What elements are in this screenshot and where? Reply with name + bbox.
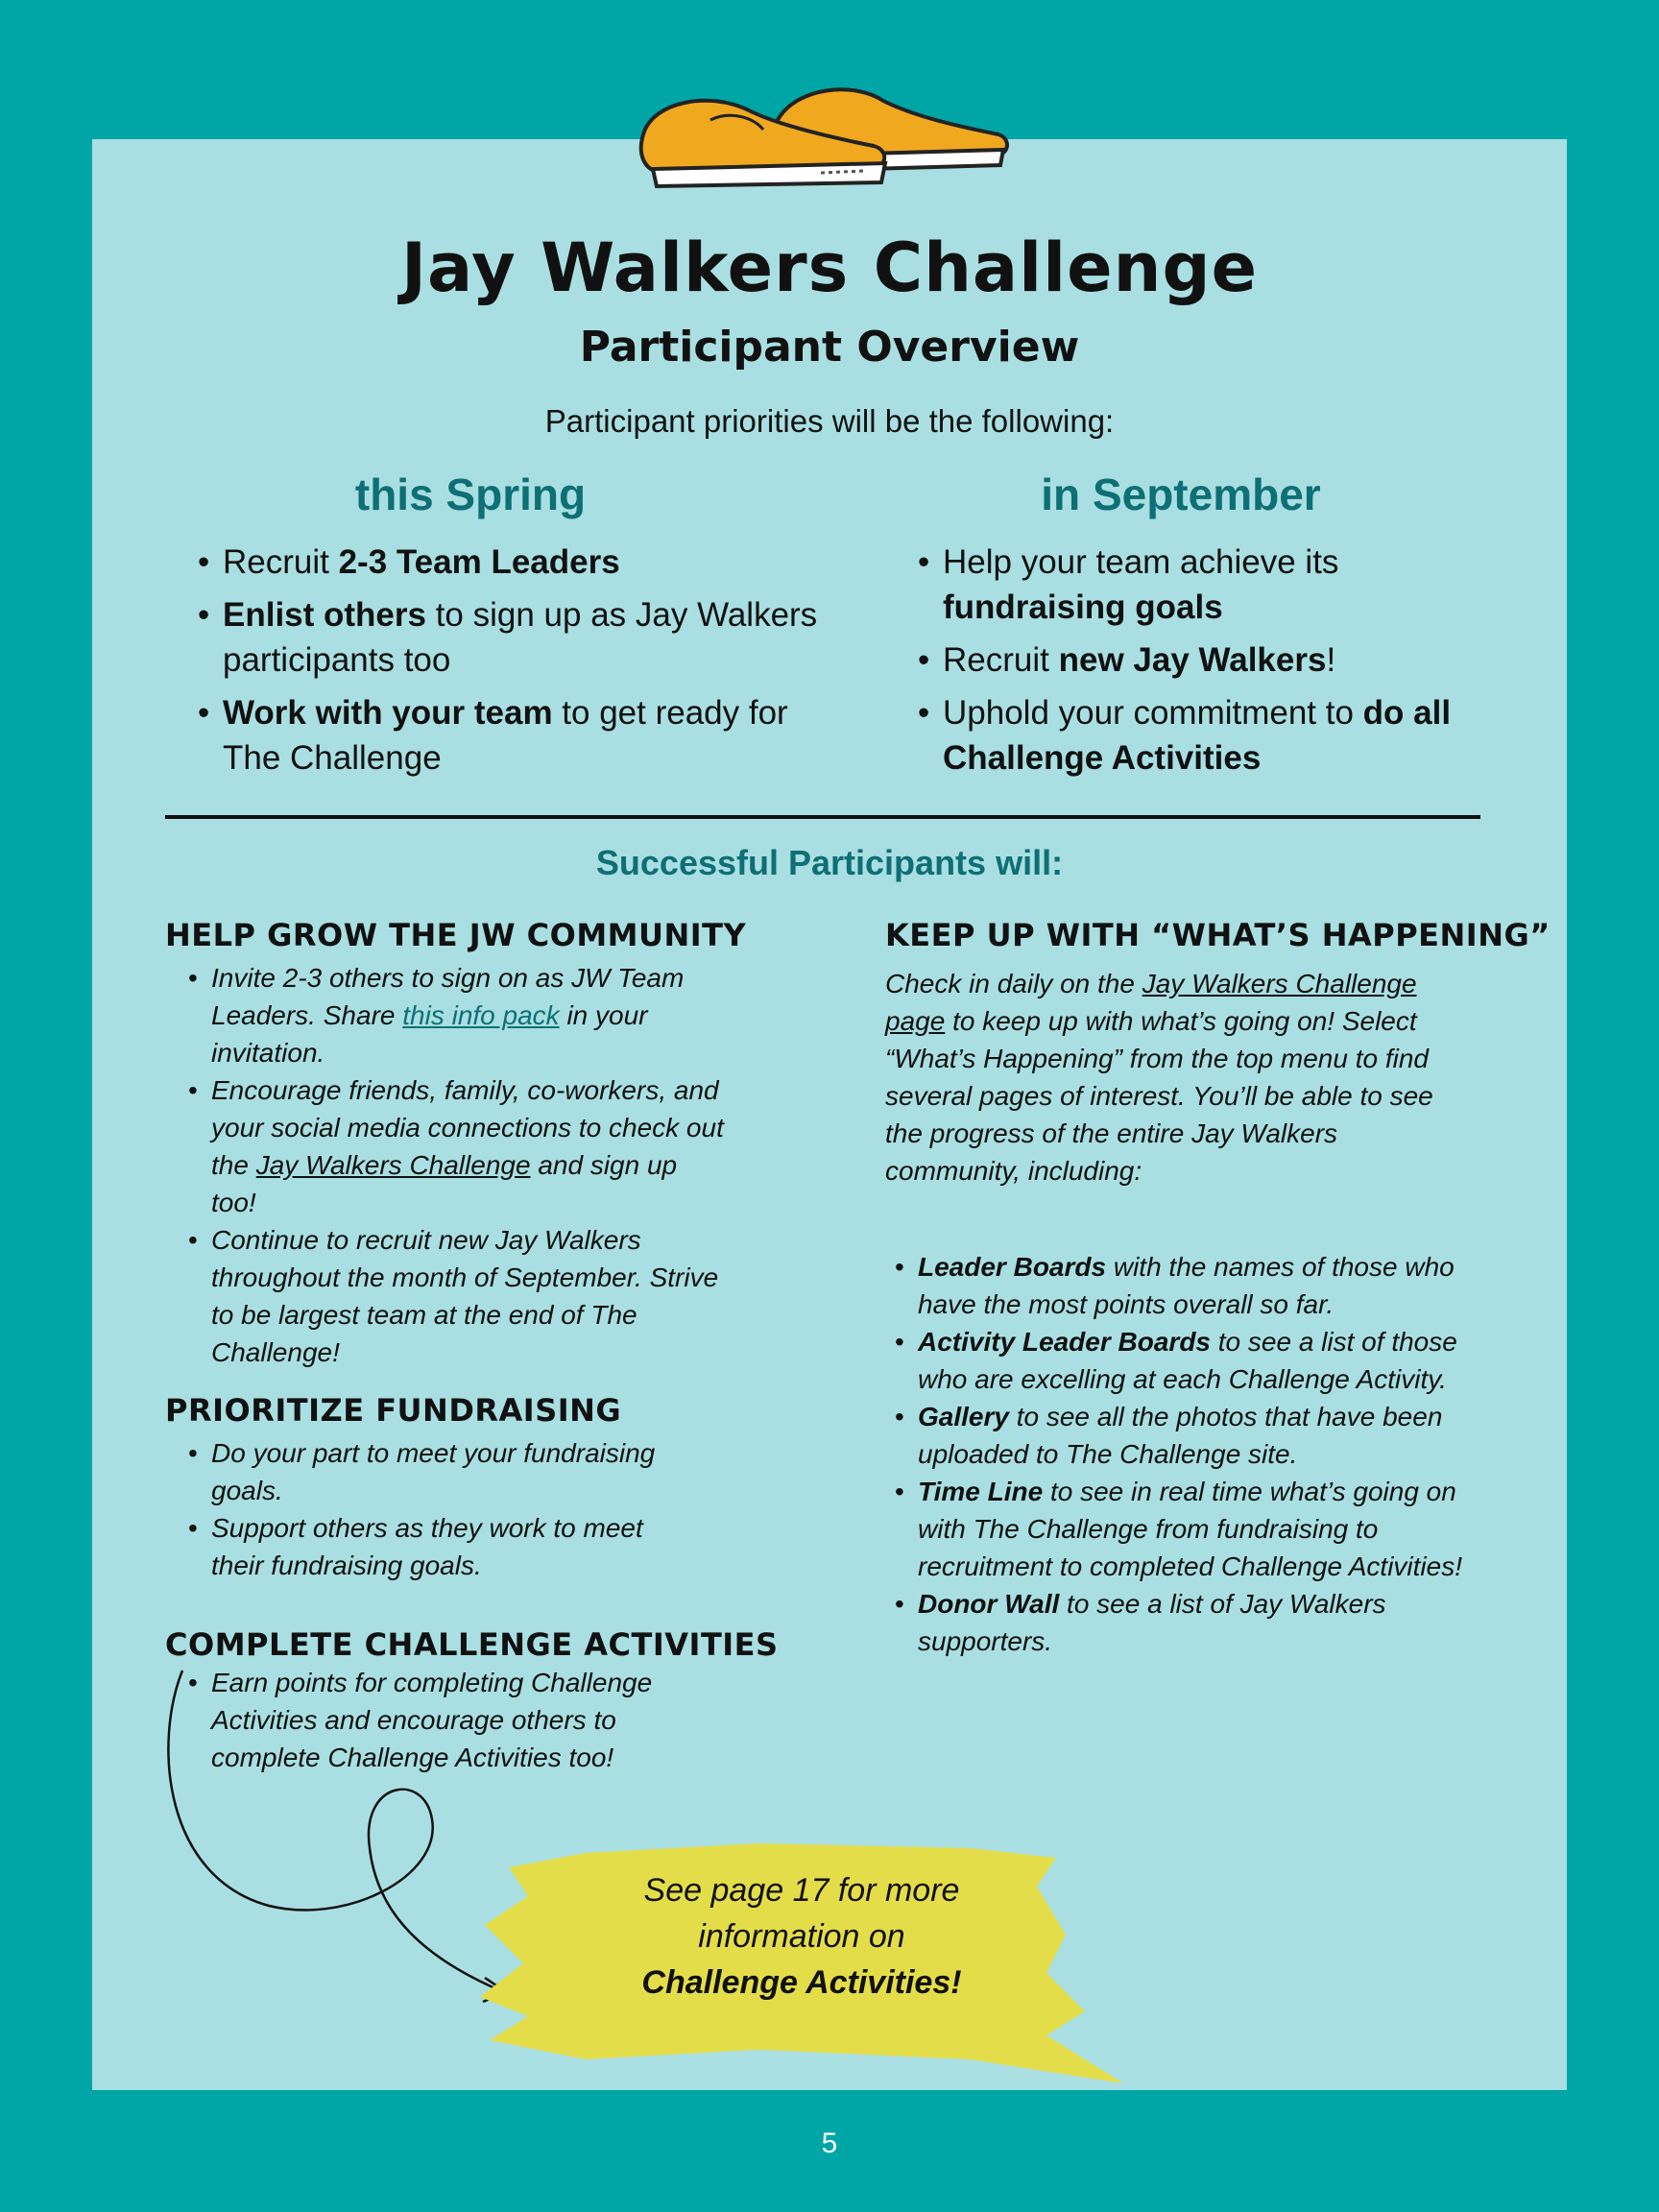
page-number: 5 [821, 2128, 838, 2159]
spring-list [192, 540, 826, 788]
list-item: • Help your team achieve its fundraising goals [912, 540, 1488, 630]
happening-list [887, 1248, 1482, 1660]
list-item: • Recruit 2-3 Team Leaders [192, 540, 826, 585]
intro-text: Participant priorities will be the following: [544, 403, 1115, 439]
fundraising-list [180, 1434, 661, 1584]
list-item: • Enlist others to sign up as Jay Walkers participants too [192, 592, 826, 683]
list-item: • Continue to recruit new Jay Walkers throughout the month of September. Strive to be largest team at the end of The Challenge! [180, 1221, 728, 1371]
info-pack-link[interactable]: this info pack [402, 1000, 560, 1030]
list-item: • Uphold your commitment to do all Challenge Activities [912, 690, 1488, 781]
list-item: • Encourage friends, family, co-workers, and your social media connections to check out the Jay Walkers Challenge and sign up too! [180, 1071, 728, 1221]
fundraising-heading: PRIORITIZE FUNDRAISING [165, 1392, 622, 1429]
list-item: • Recruit new Jay Walkers! [912, 637, 1488, 683]
callout-text: See page 17 for more information on Challenge Activities! [641, 1872, 962, 2001]
list-item: • Leader Boards with the names of those who have the most points overall so far. [887, 1248, 1482, 1323]
list-item: • Do your part to meet your fundraising goals. [180, 1434, 661, 1509]
page-title: Jay Walkers Challenge [400, 228, 1259, 307]
list-item: • Invite 2-3 others to sign on as JW Team Leaders. Share this info pack in your invitation. [180, 959, 728, 1071]
page-subtitle: Participant Overview [579, 323, 1080, 372]
spring-heading: this Spring [354, 469, 587, 519]
list-item: • Time Line to see in real time what’s going on with The Challenge from fundraising to recruitment to completed Challenge Activities! [887, 1473, 1482, 1585]
challenge-page-link[interactable]: Jay Walkers Challenge page [885, 969, 1417, 1036]
success-heading: Successful Participants will: [595, 843, 1064, 882]
list-item: • Activity Leader Boards to see a list of those who are excelling at each Challenge Activity. [887, 1323, 1482, 1398]
divider [165, 815, 1480, 819]
list-item: • Earn points for completing Challenge Activities and encourage others to complete Challenge Activities too! [180, 1664, 718, 1776]
happening-paragraph: Check in daily on the Jay Walkers Challenge page to keep up with what’s going on! Select “What’s Happening” from the top menu to find several pages of interest. You’ll be able to see the progress of the entire Jay Walkers community, including: [885, 969, 1433, 1186]
list-item: • Work with your team to get ready for The Challenge [192, 690, 826, 781]
curly-arrow-icon [154, 1666, 518, 2011]
list-item: • Gallery to see all the photos that have been uploaded to The Challenge site. [887, 1398, 1482, 1473]
september-list [912, 540, 1488, 788]
happening-heading: KEEP UP WITH “WHAT’S HAPPENING” [885, 917, 1551, 953]
challenge-link[interactable]: Jay Walkers Challenge [255, 1150, 531, 1180]
list-item: • Donor Wall to see a list of Jay Walkers supporters. [887, 1585, 1482, 1660]
list-item: • Support others as they work to meet their fundraising goals. [180, 1509, 661, 1584]
grow-heading: HELP GROW THE JW COMMUNITY [165, 917, 747, 953]
sneakers-icon [634, 77, 1018, 192]
activities-heading: COMPLETE CHALLENGE ACTIVITIES [165, 1626, 779, 1663]
grow-list [180, 959, 728, 1371]
september-heading: in September [1041, 469, 1321, 519]
